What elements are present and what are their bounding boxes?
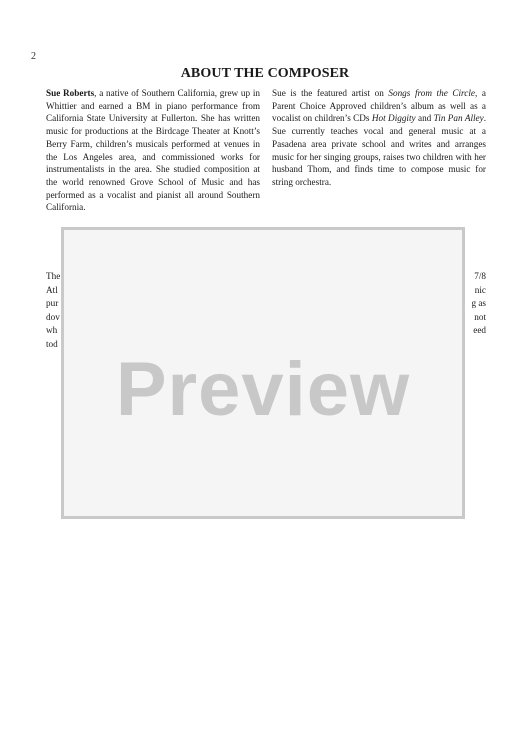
fragment-left: dov [46,311,60,322]
bio-text: , a native of Southern California, grew up in Whittier and earned a BM in piano performance from California State University at Fullerton. She has written music for productions at the Birdcage Theater at Knott’s Berry Farm, children’s musicals performed at venues in the Los Angeles area, and commissioned works for instrumentalists in the area. She studied composition at the world renowned Grove School of Music and has performed as a vocalist and pianist all around Southern California. [46,88,260,213]
bio-text: , a Parent Choice Approved children’s album as well as a vocalist on children’s CDs [272,88,486,124]
cd-title: Tin Pan Alley [433,113,484,124]
fragment-right: g as [471,298,486,308]
fragment-left: pur [46,298,59,308]
composer-bio-left-column [46,87,260,214]
composer-bio-right-column [272,87,486,189]
fragment-left: tod [46,338,58,349]
page-number: 2 [31,51,36,62]
page-title: ABOUT THE COMPOSER [180,66,350,81]
fragment-left: Atl [46,284,58,295]
album-title: Songs from the Circle [388,88,476,98]
fragment-right: eed [473,325,486,335]
fragment-left: The [46,271,61,281]
composer-bio-paragraph [46,87,260,214]
composer-name: Sue Roberts [46,88,95,98]
fragment-right: not [474,311,486,322]
cd-title: Hot Diggity [371,113,416,124]
fragment-right: 7/8 [474,271,486,281]
composer-bio-paragraph-2 [272,87,486,189]
preview-overlay [61,227,465,519]
bio-text: . Sue currently teaches vocal and general music at a Pasadena area private school and writes and arranges music for her singing groups, raises two children with her husband Thom, and finds time to compose music for string orchestra. [272,113,486,187]
fragment-right: nic [474,284,486,295]
fragment-left: wh [46,325,58,335]
bio-text: and [415,113,434,124]
bio-text: Sue is the featured artist on [272,88,389,98]
preview-watermark: Preview [115,347,411,432]
